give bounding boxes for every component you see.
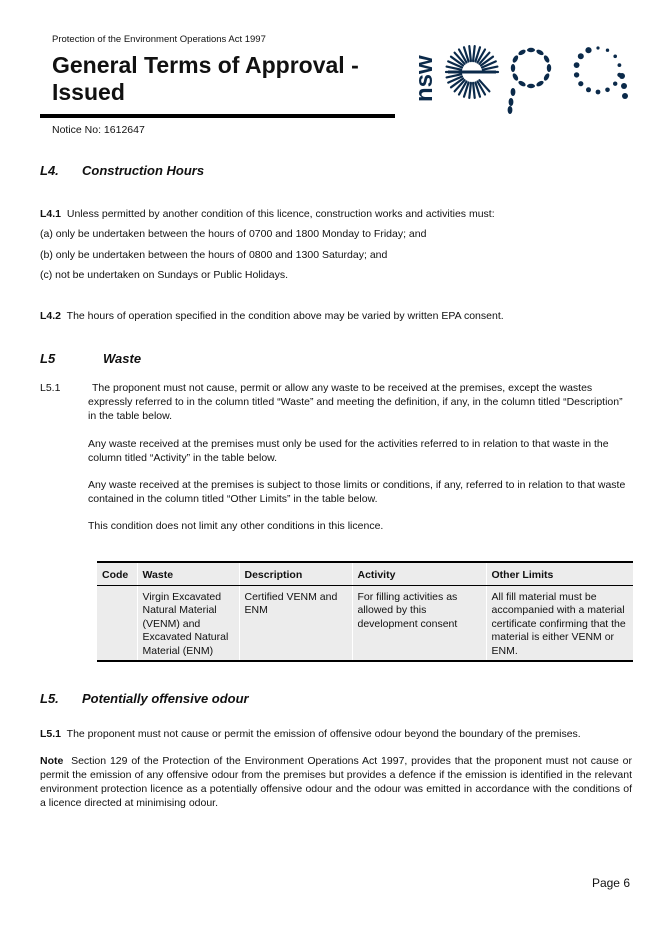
condition-l4-1-c: (c) not be undertaken on Sundays or Public Holidays. xyxy=(40,269,289,281)
cell-code xyxy=(97,585,137,661)
table-row xyxy=(97,585,633,661)
cell-activity: For filling activities as allowed by this development consent xyxy=(352,585,486,661)
table-header-row xyxy=(97,562,633,585)
document-title: General Terms of Approval - Issued xyxy=(52,52,359,105)
col-header-waste: Waste xyxy=(137,562,239,585)
section-l4-heading: L4. Construction Hours xyxy=(40,163,205,178)
col-header-description: Description xyxy=(239,562,352,585)
col-header-code: Code xyxy=(97,562,137,585)
cell-description: Certified VENM and ENM xyxy=(239,585,352,661)
cell-other-limits: All fill material must be accompanied with a material certificate confirming that the material is either VENM or ENM. xyxy=(486,585,633,661)
act-name: Protection of the Environment Operations Act 1997 xyxy=(52,34,266,45)
condition-l5-1-p4: This condition does not limit any other conditions in this licence. xyxy=(88,520,384,532)
col-header-other-limits: Other Limits xyxy=(486,562,633,585)
odour-note: Note Section 129 of the Protection of the Environment Operations Act 1997, provides that the proponent must not cause or permit the emission of any offensive odour from the premises but provides a defence if the emission is identified in the relevant environment protection licence as a potentially offensive odour and the odour was emitted in accordance with the conditions of a licence directed at minimising odour. xyxy=(40,755,632,809)
condition-odour-l5-1: L5.1 The proponent must not cause or permit the emission of offensive odour beyond the boundary of the premises. xyxy=(40,728,581,740)
condition-l4-1: L4.1 Unless permitted by another condition of this licence, construction works and activities must: xyxy=(40,208,495,220)
condition-l5-1-p1: The proponent must not cause, permit or allow any waste to be received at the premises, except the wastes expressly referred to in the column titled “Waste” and meeting the definition, if any, in the column titled “Description” in the table below. xyxy=(88,382,623,422)
condition-l4-2: L4.2 The hours of operation specified in the condition above may be varied by written EPA consent. xyxy=(40,310,504,322)
waste-table xyxy=(97,561,633,662)
condition-l5-1-number: L5.1 xyxy=(40,382,61,394)
title-rule xyxy=(40,114,395,118)
nsw-epa-logo xyxy=(410,30,635,115)
cell-waste: Virgin Excavated Natural Material (VENM) and Excavated Natural Material (ENM) xyxy=(137,585,239,661)
condition-l5-1-p3: Any waste received at the premises is subject to those limits or conditions, if any, referred to in relation to that waste contained in the column titled “Other Limits” in the table below. xyxy=(88,479,626,505)
condition-l4-1-a: (a) only be undertaken between the hours of 0700 and 1800 Monday to Friday; and xyxy=(40,228,427,240)
condition-l5-1-p2: Any waste received at the premises must only be used for the activities referred to in relation to that waste in the column titled “Activity” in the table below. xyxy=(88,438,609,464)
section-odour-heading: L5. Potentially offensive odour xyxy=(40,691,249,706)
condition-l4-1-b: (b) only be undertaken between the hours of 0800 and 1300 Saturday; and xyxy=(40,249,388,261)
nsw-wordmark: nsw xyxy=(411,55,438,102)
notice-number: Notice No: 1612647 xyxy=(52,124,145,136)
col-header-activity: Activity xyxy=(352,562,486,585)
section-l5-heading: L5 Waste xyxy=(40,351,142,366)
page-number: Page 6 xyxy=(591,876,630,890)
